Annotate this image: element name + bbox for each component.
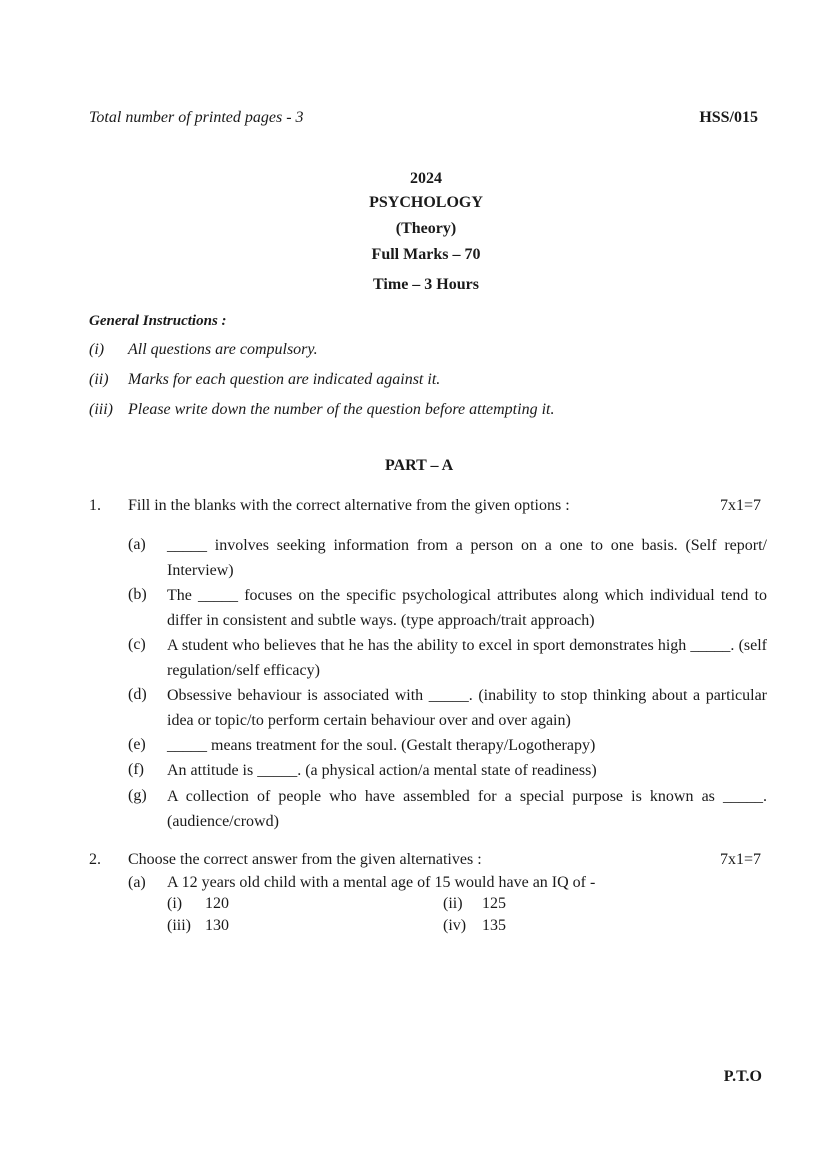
item-text: A collection of people who have assembled for a special purpose is known as _____. (audience/crowd)	[167, 788, 767, 830]
question-number: 2.	[89, 851, 101, 868]
exam-year: 2024	[410, 170, 442, 187]
item-label: (c)	[128, 636, 146, 653]
item-label: (b)	[128, 586, 147, 603]
item-label: (g)	[128, 787, 147, 804]
item-label: (f)	[128, 761, 144, 778]
item-text: A 12 years old child with a mental age of 15 would have an IQ of -	[167, 874, 596, 891]
item-text: The _____ focuses on the specific psychological attributes along which individual tend to differ in consistent and subtle ways. (type approach/trait approach)	[167, 587, 767, 629]
question-text: Fill in the blanks with the correct alternative from the given options :	[128, 497, 570, 514]
question-marks: 7x1=7	[719, 851, 761, 868]
question-text: Choose the correct answer from the given alternatives :	[128, 851, 482, 868]
option-value: 120	[205, 895, 229, 912]
option-value: 125	[482, 895, 506, 912]
item-label: (a)	[128, 874, 146, 891]
instruction-number: (iii)	[89, 401, 113, 418]
item-text: Obsessive behaviour is associated with _____. (inability to stop thinking about a particular idea or topic/to perform certain behaviour over and over again)	[167, 687, 767, 729]
instruction-text: All questions are compulsory.	[128, 341, 318, 358]
item-text: An attitude is _____. (a physical action/a mental state of readiness)	[167, 762, 597, 779]
item-label: (e)	[128, 736, 146, 753]
option-number: (i)	[167, 895, 183, 912]
option-number: (iv)	[443, 917, 467, 934]
item-label: (a)	[128, 536, 146, 553]
exam-paper-type: (Theory)	[395, 220, 457, 237]
instruction-text: Please write down the number of the question before attempting it.	[128, 401, 555, 418]
option-value: 135	[482, 917, 506, 934]
instruction-number: (i)	[89, 341, 105, 358]
option-value: 130	[205, 917, 229, 934]
instructions-title: General Instructions :	[89, 313, 227, 329]
full-marks: Full Marks – 70	[371, 246, 481, 263]
option-number: (ii)	[443, 895, 463, 912]
question-marks: 7x1=7	[719, 497, 761, 514]
paper-code: HSS/015	[699, 109, 758, 126]
item-text: _____ involves seeking information from a person on a one to one basis. (Self report/ Interview)	[167, 537, 767, 579]
option-number: (iii)	[167, 917, 191, 934]
item-text: A student who believes that he has the ability to excel in sport demonstrates high _____. (self regulation/self efficacy)	[167, 637, 767, 679]
item-label: (d)	[128, 686, 147, 703]
exam-time: Time – 3 Hours	[373, 276, 479, 293]
item-text: _____ means treatment for the soul. (Gestalt therapy/Logotherapy)	[167, 737, 596, 754]
printed-pages-note: Total number of printed pages - 3	[89, 109, 304, 126]
part-title: PART – A	[385, 457, 454, 474]
question-number: 1.	[89, 497, 101, 514]
instruction-number: (ii)	[89, 371, 109, 388]
exam-subject: PSYCHOLOGY	[369, 194, 483, 211]
instruction-text: Marks for each question are indicated against it.	[128, 371, 441, 388]
please-turn-over: P.T.O	[723, 1068, 762, 1085]
